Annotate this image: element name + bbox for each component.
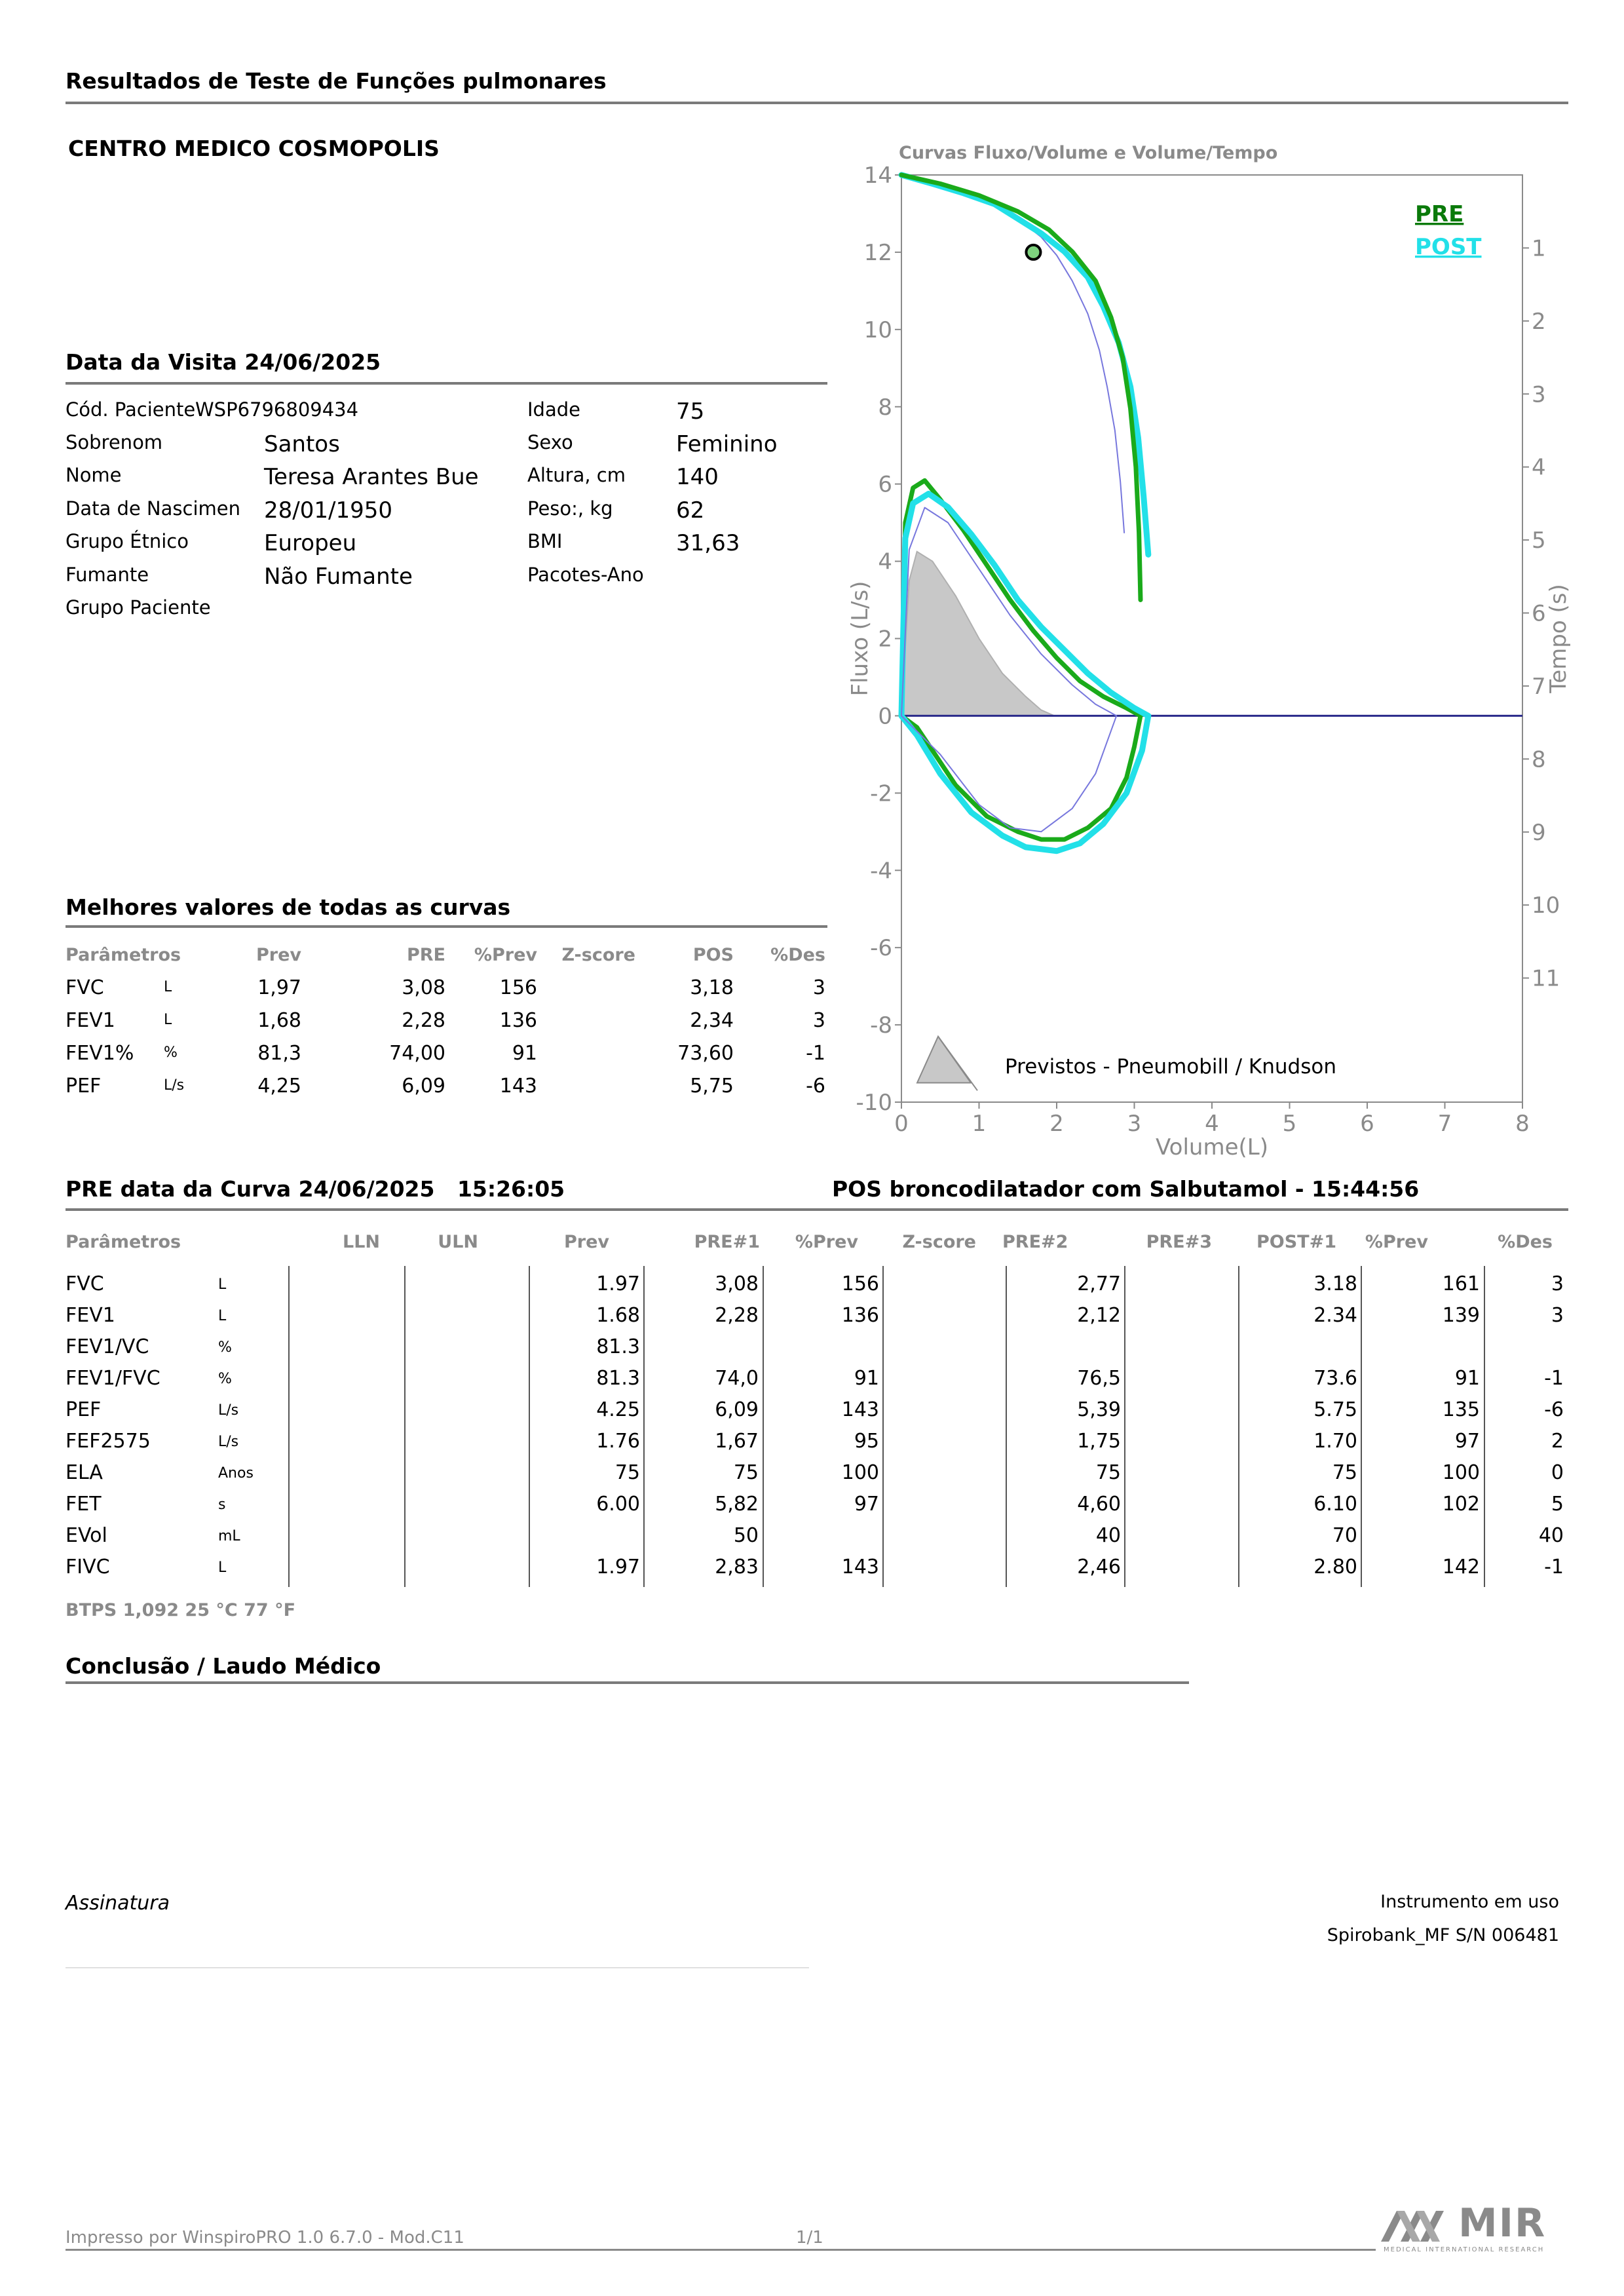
dt-cell-prev: 81.3 [596,1335,640,1358]
volume-time-curve [901,175,1141,600]
plot-frame [901,175,1522,1102]
y-tick-label: -8 [870,1012,892,1039]
dt-header: ULN [438,1232,478,1252]
dt-cell-pprev: 100 [841,1461,879,1484]
age-value: 75 [676,398,705,425]
legend-post: POST [1415,234,1482,260]
dt-cell-prev: 4.25 [596,1398,640,1421]
page-number: 1/1 [796,2228,823,2248]
dt-cell-post1: 2.34 [1313,1304,1357,1327]
y-tick-label: 8 [878,394,892,421]
bv-cell-prev: 81,3 [257,1042,301,1065]
mir-logo [1381,2200,1571,2255]
dt-cell-pdes: -1 [1544,1367,1564,1390]
curve-marker [1026,245,1040,259]
dt-cell-unit: % [218,1339,232,1356]
dt-cell-pdes: -1 [1544,1556,1564,1578]
dt-cell-pre2: 4,60 [1077,1493,1121,1516]
bv-cell-pdes: 3 [812,1009,825,1032]
bv-cell-param: PEF [66,1075,102,1098]
x-tick-label: 4 [1205,1111,1219,1137]
predicted-legend-swatch [917,1037,971,1083]
surname-label: Sobrenom [66,431,163,453]
dt-cell-prev: 1.68 [596,1304,640,1327]
x-tick-label: 5 [1282,1111,1297,1137]
weight-value: 62 [676,497,705,524]
dt-cell-pre2: 2,77 [1077,1272,1121,1295]
bmi-value: 31,63 [676,530,740,556]
conclusion-rule [66,1681,1189,1684]
pack-years-label: Pacotes-Ano [527,564,644,586]
best-values-rule [66,925,827,928]
dt-cell-unit: s [218,1497,226,1513]
predicted-area [901,552,1054,716]
dt-cell-pprev2: 91 [1454,1367,1480,1390]
dt-cell-pre1: 1,67 [715,1430,759,1453]
dt-cell-post1: 70 [1332,1524,1357,1547]
y-tick-label: -10 [856,1090,892,1116]
bv-cell-pprev: 156 [499,976,537,999]
dt-header: PRE#1 [694,1232,760,1252]
dt-cell-pprev: 136 [841,1304,879,1327]
y2-tick-label: 1 [1532,235,1546,262]
y-tick-label: -6 [870,935,892,962]
dt-cell-post1: 1.70 [1313,1430,1357,1453]
birthdate-label: Data de Nascimen [66,497,240,520]
dt-cell-param: FEV1 [66,1304,115,1327]
dt-header: PRE#3 [1146,1232,1212,1252]
surname-value: Santos [264,431,340,457]
y2-tick-label: 7 [1532,673,1546,700]
dt-cell-prev: 1.97 [596,1556,640,1578]
bv-header-zscore: Z-score [561,945,635,965]
dt-cell-unit: L [218,1276,227,1293]
dt-cell-param: FEF2575 [66,1430,151,1453]
bv-cell-param: FEV1 [66,1009,115,1032]
table-column-divider [1124,1266,1125,1587]
dt-cell-pre1: 2,83 [715,1556,759,1578]
smoker-value: Não Fumante [264,564,413,590]
instrument-value: Spirobank_MF S/N 006481 [1327,1925,1559,1945]
bv-cell-prev: 1,97 [257,976,301,999]
dt-cell-pre1: 75 [733,1461,759,1484]
dt-cell-unit: L [218,1559,227,1576]
dt-header: %Des [1498,1232,1553,1252]
dt-header: Z-score [902,1232,976,1252]
visit-label: Data da Visita [66,349,237,375]
bv-cell-param: FVC [66,976,104,999]
table-column-divider [288,1266,290,1587]
height-label: Altura, cm [527,464,626,486]
y-tick-label: 14 [863,163,892,189]
y2-tick-label: 6 [1532,600,1546,627]
bv-cell-pos: 73,60 [677,1042,734,1065]
dt-cell-param: PEF [66,1398,102,1421]
bv-cell-prev: 1,68 [257,1009,301,1032]
y-tick-label: -2 [870,780,892,807]
y2-axis-label: Tempo (s) [1545,584,1572,693]
patient-group-label: Grupo Paciente [66,596,211,619]
volume-time-curve [901,175,1124,533]
dt-header: %Prev [795,1232,858,1252]
dt-cell-prev: 81.3 [596,1367,640,1390]
age-label: Idade [527,398,580,421]
ethnic-value: Europeu [264,530,357,556]
bv-cell-pprev: 136 [499,1009,537,1032]
dt-cell-pre1: 3,08 [715,1272,759,1295]
dt-cell-param: FVC [66,1272,104,1295]
dt-cell-pre2: 75 [1095,1461,1121,1484]
y2-tick-label: 3 [1532,381,1546,408]
bmi-label: BMI [527,530,563,552]
visit-rule [66,382,827,385]
dt-cell-pdes: 5 [1551,1493,1564,1516]
x-tick-label: 8 [1515,1111,1530,1137]
dt-cell-post1: 6.10 [1313,1493,1357,1516]
dt-cell-pdes: 2 [1551,1430,1564,1453]
dt-cell-pprev2: 142 [1442,1556,1480,1578]
y-tick-label: 0 [878,703,892,730]
birthdate-value: 28/01/1950 [264,497,392,524]
dt-cell-pdes: 3 [1551,1272,1564,1295]
bv-header-prev: Prev [255,945,301,965]
height-value: 140 [676,464,719,490]
dt-cell-pprev: 156 [841,1272,879,1295]
table-column-divider [404,1266,406,1587]
name-value: Teresa Arantes Bue [264,464,479,490]
signature-line [66,1967,809,1968]
dt-cell-pre2: 2,46 [1077,1556,1121,1578]
dt-cell-pre2: 76,5 [1077,1367,1121,1390]
dt-cell-pre2: 1,75 [1077,1430,1121,1453]
y-tick-label: 10 [863,316,892,343]
dt-cell-unit: L/s [218,1402,239,1419]
dt-cell-pprev2: 100 [1442,1461,1480,1484]
pre-curve-label: PRE data da Curva 24/06/2025 [66,1176,435,1202]
dt-cell-pprev2: 161 [1442,1272,1480,1295]
bv-header-param: Parâmetros [66,945,181,965]
legend-pre: PRE [1415,201,1464,227]
bv-cell-pos: 5,75 [690,1075,734,1098]
smoker-label: Fumante [66,564,149,586]
dt-cell-prev: 6.00 [596,1493,640,1516]
patient-id-label: Cód. Paciente [66,398,196,421]
dt-cell-pdes: -6 [1544,1398,1564,1421]
dt-cell-pprev2: 135 [1442,1398,1480,1421]
dt-cell-param: FIVC [66,1556,110,1578]
btps-info: BTPS 1,092 25 °C 77 °F [66,1600,296,1620]
x-tick-label: 0 [894,1111,909,1137]
dt-cell-pdes: 40 [1538,1524,1564,1547]
bv-cell-pdes: 3 [812,976,825,999]
bv-header-pos: POS [692,945,734,965]
dt-cell-prev: 1.76 [596,1430,640,1453]
dt-cell-pre2: 40 [1095,1524,1121,1547]
x-tick-label: 2 [1049,1111,1064,1137]
dt-header: POST#1 [1256,1232,1336,1252]
y-tick-label: 6 [878,471,892,498]
x-axis-label: Volume(L) [1156,1134,1268,1160]
logo-subtext: MEDICAL INTERNATIONAL RESEARCH [1384,2246,1545,2253]
bv-cell-unit: L [164,979,172,995]
best-values-title: Melhores valores de todas as curvas [66,894,511,920]
printed-by: Impresso por WinspiroPRO 1.0 6.7.0 - Mod.C11 [66,2228,464,2248]
pre-curve-time: 15:26:05 [457,1176,565,1202]
dt-cell-unit: % [218,1371,232,1387]
bv-cell-prev: 4,25 [257,1075,301,1098]
chart-title: Curvas Fluxo/Volume e Volume/Tempo [899,143,1278,163]
bv-cell-pdes: -6 [806,1075,825,1098]
y2-tick-label: 4 [1532,454,1546,481]
dt-header: LLN [342,1232,380,1252]
bv-cell-pos: 3,18 [690,976,734,999]
instrument-label: Instrumento em uso [1380,1892,1559,1912]
dt-cell-pre2: 5,39 [1077,1398,1121,1421]
dt-cell-param: FEV1/FVC [66,1367,161,1390]
dt-cell-prev: 75 [614,1461,640,1484]
bv-header-pdes: %Des [770,945,825,965]
bv-cell-unit: % [164,1044,178,1061]
bv-cell-pos: 2,34 [690,1009,734,1032]
y2-tick-label: 10 [1532,892,1560,919]
y-tick-label: 12 [863,239,892,266]
dt-cell-pprev: 97 [854,1493,879,1516]
table-column-divider [882,1266,884,1587]
dt-cell-prev: 1.97 [596,1272,640,1295]
dt-cell-pdes: 3 [1551,1304,1564,1327]
dt-cell-param: EVol [66,1524,107,1547]
dt-cell-pre1: 2,28 [715,1304,759,1327]
mir-logo-mark-icon [1381,2206,1460,2245]
curve-header-rule [66,1208,1568,1211]
dt-cell-pprev: 91 [854,1367,879,1390]
y2-tick-label: 5 [1532,527,1546,554]
dt-cell-pdes: 0 [1551,1461,1564,1484]
x-tick-label: 1 [972,1111,987,1137]
dt-cell-param: ELA [66,1461,103,1484]
dt-cell-pre1: 50 [733,1524,759,1547]
y-tick-label: -4 [870,858,892,885]
flow-volume-chart [839,131,1585,1166]
bv-cell-pre: 3,08 [402,976,445,999]
y-tick-label: 2 [878,626,892,653]
dt-cell-pprev: 143 [841,1556,879,1578]
bv-cell-unit: L [164,1012,172,1028]
dt-cell-post1: 73.6 [1313,1367,1357,1390]
dt-header: %Prev [1365,1232,1428,1252]
y2-tick-label: 2 [1532,308,1546,335]
y-tick-label: 4 [878,548,892,575]
dt-header: Parâmetros [66,1232,181,1252]
dt-cell-unit: Anos [218,1465,254,1482]
bv-header-pprev: %Prev [474,945,537,965]
dt-cell-pre2: 2,12 [1077,1304,1121,1327]
dt-cell-pprev: 95 [854,1430,879,1453]
dt-header: Prev [563,1232,609,1252]
bv-cell-pprev: 143 [499,1075,537,1098]
dt-cell-unit: mL [218,1528,240,1544]
visit-date: 24/06/2025 [244,349,381,375]
bv-cell-pre: 2,28 [402,1009,445,1032]
x-tick-label: 3 [1127,1111,1142,1137]
x-tick-label: 7 [1437,1111,1452,1137]
conclusion-title: Conclusão / Laudo Médico [66,1653,381,1679]
name-label: Nome [66,464,122,486]
sex-value: Feminino [676,431,778,457]
dt-cell-post1: 5.75 [1313,1398,1357,1421]
bv-cell-pprev: 91 [512,1042,537,1065]
y2-tick-label: 8 [1532,746,1546,773]
dt-cell-unit: L [218,1308,227,1324]
dt-cell-param: FEV1/VC [66,1335,149,1358]
sex-label: Sexo [527,431,573,453]
dt-cell-post1: 3.18 [1313,1272,1357,1295]
y2-tick-label: 11 [1532,965,1560,992]
y2-tick-label: 9 [1532,819,1546,846]
bv-cell-pre: 6,09 [402,1075,445,1098]
visit-heading [66,349,381,375]
dt-cell-pprev2: 102 [1442,1493,1480,1516]
dt-cell-pprev2: 97 [1454,1430,1480,1453]
bv-cell-param: FEV1% [66,1042,134,1065]
report-title: Resultados de Teste de Funções pulmonares [66,68,607,94]
bv-cell-pdes: -1 [806,1042,825,1065]
ethnic-label: Grupo Étnico [66,530,189,552]
dt-header: PRE#2 [1002,1232,1068,1252]
dt-cell-param: FET [66,1493,102,1516]
patient-id-value: WSP6796809434 [195,398,359,421]
weight-label: Peso:, kg [527,497,613,520]
logo-text: MIR [1458,2200,1547,2246]
clinic-name: CENTRO MEDICO COSMOPOLIS [68,136,440,161]
dt-cell-pre1: 5,82 [715,1493,759,1516]
dt-cell-pre1: 74,0 [715,1367,759,1390]
x-tick-label: 6 [1360,1111,1374,1137]
dt-cell-post1: 75 [1332,1461,1357,1484]
dt-cell-pprev: 143 [841,1398,879,1421]
y-axis-label: Fluxo (L/s) [847,581,873,697]
post-curve-heading: POS broncodilatador com Salbutamol - 15:44:56 [832,1176,1420,1202]
signature-label: Assinatura [66,1892,170,1915]
dt-cell-pprev2: 139 [1442,1304,1480,1327]
predicted-legend-label: Previstos - Pneumobill / Knudson [1005,1054,1336,1079]
bv-cell-unit: L/s [164,1077,185,1094]
header-rule [66,102,1568,104]
dt-cell-unit: L/s [218,1434,239,1450]
bv-header-pre: PRE [406,945,445,965]
dt-cell-post1: 2.80 [1313,1556,1357,1578]
footer-rule [66,2249,1376,2251]
dt-cell-pre1: 6,09 [715,1398,759,1421]
bv-cell-pre: 74,00 [389,1042,445,1065]
pre-curve-heading [66,1176,565,1202]
